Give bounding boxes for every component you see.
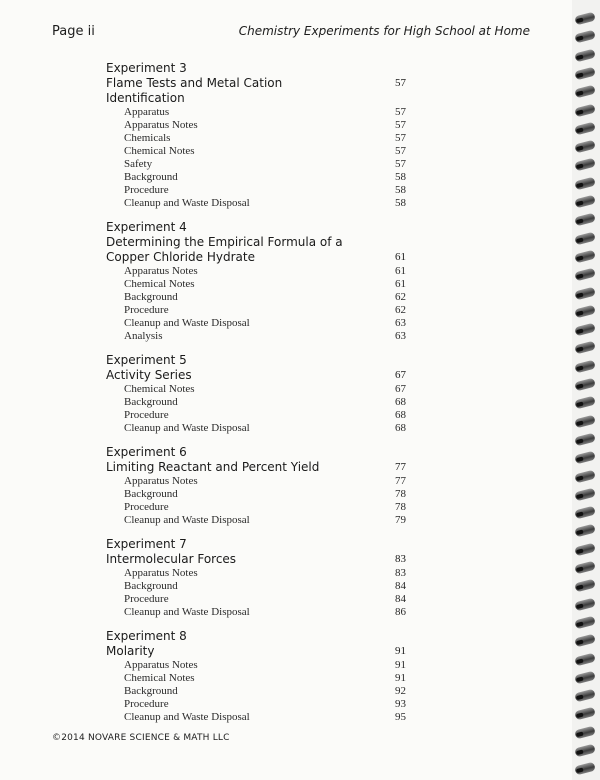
- binding-coil-icon: [574, 561, 596, 575]
- toc-entry-page: 58: [395, 184, 406, 196]
- experiment-title-text: Molarity: [106, 644, 155, 658]
- experiment-title-text: Flame Tests and Metal Cation Identification: [106, 76, 283, 105]
- toc-entry-page: 67: [395, 383, 406, 395]
- toc-entry-page: 63: [395, 317, 406, 329]
- binding-coil-icon: [574, 12, 596, 26]
- binding-coil-icon: [574, 323, 596, 337]
- toc-entry-page: 63: [395, 330, 406, 342]
- toc-entry: [106, 606, 406, 619]
- toc-entry: [106, 501, 406, 514]
- toc-entry: [106, 409, 406, 422]
- toc-entry: [106, 197, 406, 210]
- toc-entry: [106, 278, 406, 291]
- experiment-page-number: 67: [395, 369, 406, 381]
- toc-entry: [106, 317, 406, 330]
- toc-entry-label: Cleanup and Waste Disposal: [124, 711, 250, 723]
- toc-entry-label: Cleanup and Waste Disposal: [124, 606, 250, 618]
- experiment-title-text: Intermolecular Forces: [106, 552, 237, 566]
- binding-coil-icon: [574, 689, 596, 703]
- toc-entry: [106, 119, 406, 132]
- toc-entry-label: Cleanup and Waste Disposal: [124, 422, 250, 434]
- binding-coil-icon: [574, 597, 596, 611]
- toc-entry-label: Cleanup and Waste Disposal: [124, 514, 250, 526]
- toc-entry-label: Apparatus Notes: [124, 119, 198, 131]
- toc-entry-label: Cleanup and Waste Disposal: [124, 197, 250, 209]
- toc-entry-page: 95: [395, 711, 406, 723]
- toc-entry-page: 57: [395, 145, 406, 157]
- binding-coil-icon: [574, 122, 596, 136]
- binding-coil-icon: [574, 707, 596, 721]
- toc-entry-page: 62: [395, 304, 406, 316]
- experiment-page-number: 91: [395, 645, 406, 657]
- toc-entry-label: Chemicals: [124, 132, 171, 144]
- toc-entry-label: Procedure: [124, 698, 169, 710]
- toc-entry-page: 57: [395, 158, 406, 170]
- binding-coil-icon: [574, 286, 596, 300]
- toc-entry-label: Apparatus Notes: [124, 265, 198, 277]
- toc-experiment: [106, 445, 406, 527]
- toc-entry-label: Chemical Notes: [124, 383, 195, 395]
- toc-entry-label: Apparatus Notes: [124, 475, 198, 487]
- binding-coil-icon: [574, 506, 596, 520]
- toc-entry-page: 57: [395, 106, 406, 118]
- toc-entry: [106, 475, 406, 488]
- toc-entry-page: 78: [395, 488, 406, 500]
- experiment-page-number: 77: [395, 461, 406, 473]
- toc-entry-label: Cleanup and Waste Disposal: [124, 317, 250, 329]
- copyright-footer: ©2014 NOVARE SCIENCE & MATH LLC: [52, 733, 230, 743]
- toc-entry: [106, 659, 406, 672]
- experiment-page-number: 61: [395, 251, 406, 263]
- toc-entry-page: 58: [395, 197, 406, 209]
- toc-entry: [106, 593, 406, 606]
- toc-entry-page: 91: [395, 672, 406, 684]
- binding-coil-icon: [574, 103, 596, 117]
- toc-entry: [106, 304, 406, 317]
- experiment-page-number: 57: [395, 77, 406, 89]
- binding-coil-icon: [574, 671, 596, 685]
- toc-entry: [106, 422, 406, 435]
- toc-entry: [106, 383, 406, 396]
- spiral-binding: [572, 0, 600, 780]
- toc-entry-page: 68: [395, 422, 406, 434]
- toc-entry-page: 79: [395, 514, 406, 526]
- toc-entry-page: 58: [395, 171, 406, 183]
- experiment-title: [106, 460, 406, 475]
- toc-entry-label: Procedure: [124, 304, 169, 316]
- experiment-title: [106, 250, 406, 265]
- experiment-title: [106, 235, 406, 250]
- toc-entry-page: 68: [395, 409, 406, 421]
- experiment-title-text: Activity Series: [106, 368, 192, 382]
- binding-coil-icon: [574, 378, 596, 392]
- toc-entry-label: Chemical Notes: [124, 278, 195, 290]
- binding-coil-icon: [574, 30, 596, 44]
- binding-coil-icon: [574, 231, 596, 245]
- binding-coil-icon: [574, 542, 596, 556]
- toc-experiment: [106, 629, 406, 724]
- toc-experiment: [106, 537, 406, 619]
- toc-experiment: [106, 61, 406, 210]
- toc-entry: [106, 106, 406, 119]
- toc-entry-label: Safety: [124, 158, 153, 170]
- toc-entry-page: 92: [395, 685, 406, 697]
- toc-entry: [106, 711, 406, 724]
- toc-entry: [106, 567, 406, 580]
- binding-coil-icon: [574, 524, 596, 538]
- binding-coil-icon: [574, 195, 596, 209]
- toc-entry: [106, 291, 406, 304]
- toc-entry: [106, 396, 406, 409]
- toc-entry-label: Background: [124, 488, 178, 500]
- binding-coil-icon: [574, 469, 596, 483]
- toc-entry-page: 62: [395, 291, 406, 303]
- binding-coil-icon: [574, 140, 596, 154]
- binding-coil-icon: [574, 305, 596, 319]
- toc-entry-label: Procedure: [124, 593, 169, 605]
- toc-entry: [106, 158, 406, 171]
- experiment-number: Experiment 8: [106, 629, 187, 643]
- toc-entry: [106, 132, 406, 145]
- toc-entry-page: 84: [395, 580, 406, 592]
- experiment-title-text: Limiting Reactant and Percent Yield: [106, 460, 320, 474]
- toc-entry-page: 91: [395, 659, 406, 671]
- toc-entry-label: Chemical Notes: [124, 672, 195, 684]
- toc-entry-page: 77: [395, 475, 406, 487]
- toc-entry-page: 78: [395, 501, 406, 513]
- experiment-title-text: Copper Chloride Hydrate: [106, 250, 255, 264]
- binding-coil-icon: [574, 396, 596, 410]
- toc-entry: [106, 184, 406, 197]
- toc-entry-page: 68: [395, 396, 406, 408]
- toc-entry-label: Procedure: [124, 501, 169, 513]
- toc-entry-label: Apparatus: [124, 106, 170, 118]
- binding-coil-icon: [574, 268, 596, 282]
- toc-entry: [106, 514, 406, 527]
- binding-coil-icon: [574, 48, 596, 62]
- toc-entry-page: 84: [395, 593, 406, 605]
- table-of-contents: [106, 61, 406, 734]
- binding-coil-icon: [574, 176, 596, 190]
- toc-entry-page: 86: [395, 606, 406, 618]
- toc-entry-label: Background: [124, 396, 178, 408]
- binding-coil-icon: [574, 652, 596, 666]
- binding-coil-icon: [574, 414, 596, 428]
- experiment-title-text: Determining the Empirical Formula of a: [106, 235, 343, 249]
- binding-coil-icon: [574, 359, 596, 373]
- toc-entry-page: 57: [395, 119, 406, 131]
- experiment-title: [106, 76, 406, 106]
- toc-entry-label: Procedure: [124, 409, 169, 421]
- toc-entry-page: 61: [395, 265, 406, 277]
- toc-entry: [106, 171, 406, 184]
- experiment-number: Experiment 3: [106, 61, 187, 75]
- toc-entry-page: 57: [395, 132, 406, 144]
- binding-coil-icon: [574, 213, 596, 227]
- binding-coil-icon: [574, 762, 596, 776]
- toc-entry-label: Apparatus Notes: [124, 659, 198, 671]
- toc-entry-page: 83: [395, 567, 406, 579]
- experiment-title: [106, 368, 406, 383]
- toc-entry-label: Background: [124, 291, 178, 303]
- toc-entry-label: Analysis: [124, 330, 163, 342]
- toc-entry-label: Apparatus Notes: [124, 567, 198, 579]
- binding-coil-icon: [574, 67, 596, 81]
- toc-experiment: [106, 220, 406, 343]
- binding-coil-icon: [574, 250, 596, 264]
- binding-coil-icon: [574, 451, 596, 465]
- binding-coil-icon: [574, 725, 596, 739]
- toc-entry: [106, 685, 406, 698]
- experiment-number: Experiment 5: [106, 353, 187, 367]
- page-label: Page ii: [52, 24, 95, 39]
- binding-coil-icon: [574, 488, 596, 502]
- toc-entry-label: Background: [124, 580, 178, 592]
- binding-coil-icon: [574, 341, 596, 355]
- binding-coil-icon: [574, 433, 596, 447]
- binding-coil-icon: [574, 616, 596, 630]
- experiment-title: [106, 552, 406, 567]
- binding-coil-icon: [574, 634, 596, 648]
- toc-entry: [106, 488, 406, 501]
- toc-entry: [106, 580, 406, 593]
- toc-entry-label: Chemical Notes: [124, 145, 195, 157]
- running-title: Chemistry Experiments for High School at Home: [238, 24, 530, 38]
- binding-coil-icon: [574, 744, 596, 758]
- toc-entry-label: Background: [124, 685, 178, 697]
- experiment-number: Experiment 4: [106, 220, 187, 234]
- experiment-number: Experiment 7: [106, 537, 187, 551]
- toc-entry: [106, 265, 406, 278]
- binding-coil-icon: [574, 85, 596, 99]
- experiment-number: Experiment 6: [106, 445, 187, 459]
- toc-entry-page: 61: [395, 278, 406, 290]
- binding-coil-icon: [574, 158, 596, 172]
- experiment-title: [106, 644, 406, 659]
- toc-entry-page: 93: [395, 698, 406, 710]
- toc-entry: [106, 698, 406, 711]
- binding-coil-icon: [574, 579, 596, 593]
- toc-experiment: [106, 353, 406, 435]
- toc-entry: [106, 145, 406, 158]
- toc-entry-label: Procedure: [124, 184, 169, 196]
- toc-entry: [106, 330, 406, 343]
- toc-entry: [106, 672, 406, 685]
- experiment-page-number: 83: [395, 553, 406, 565]
- toc-entry-label: Background: [124, 171, 178, 183]
